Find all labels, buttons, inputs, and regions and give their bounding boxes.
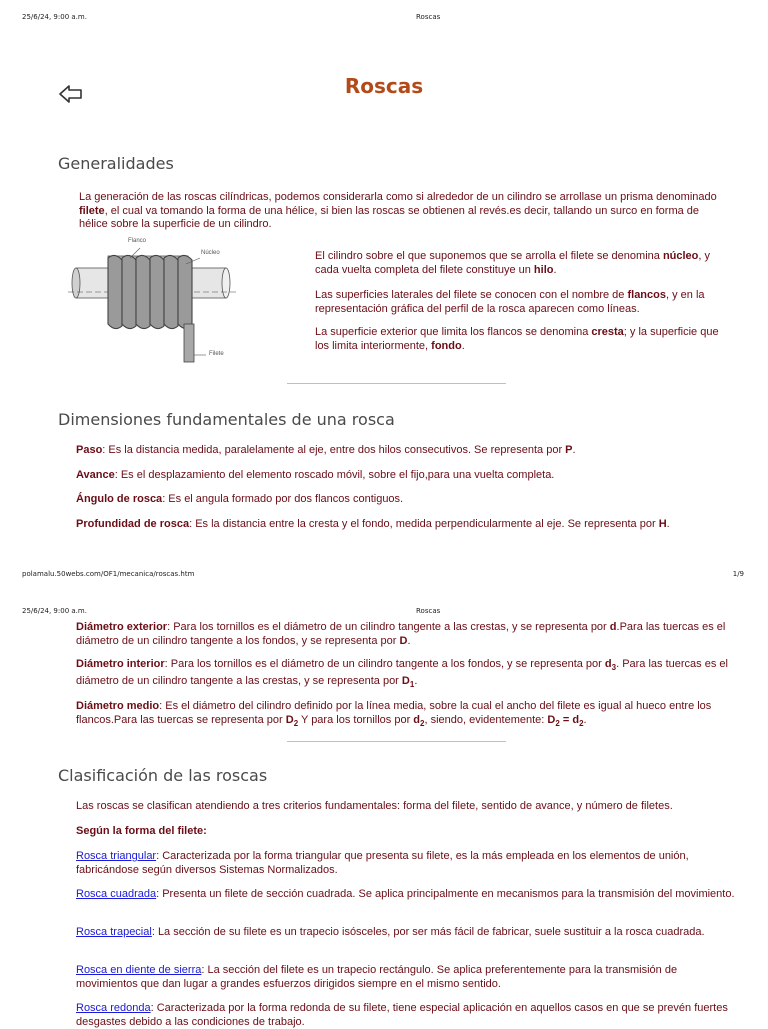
text-run: : Caracterizada por la forma triangular que presenta su filete, es la más empleada en los elementos de unión, fabricándose según diversos Sistemas Normalizados. [76,850,689,876]
text-run: . [461,339,465,352]
text-run: . [572,444,576,456]
text-run: . [583,713,587,726]
subscript: 3 [611,663,617,672]
bold-term: Avance [76,469,115,481]
text-run: . [666,518,670,530]
subscript: 2 [420,718,425,728]
bold-term: filete [79,204,105,217]
text-run: . Para las tuercas es el diámetro de un cilindro tangente a las crestas, y se representa por [76,658,728,687]
bold-term: D [399,634,408,647]
rosca-link[interactable]: Rosca redonda [76,1002,151,1014]
intro-paragraph [79,191,719,232]
text-run: La superficie exterior que limita los flancos se denomina [315,326,592,338]
bold-term: Diámetro medio [76,700,160,712]
rosca-trapecial-item [76,926,740,940]
text-run: . [553,263,557,276]
segun-forma-heading [76,825,740,839]
print-header-date: 25/6/24, 9:00 a.m. [22,607,87,615]
divider [287,383,506,384]
text-run: , el cual va tomando la forma de una hélice, si bien las roscas se obtienen al revés.es decir, tallando un surco en forma de hélice sobre la superficie de un cilindro. [79,204,700,230]
clasificacion-intro [76,800,740,814]
rosca-triangular-item [76,850,740,877]
rosca-link[interactable]: Rosca triangular [76,850,157,862]
text-run: .Para las tuercas es el diámetro de un cilindro tangente a los fondos, y se representa por [76,621,726,647]
bold-term: = d [559,713,580,726]
subscript: 2 [293,718,299,728]
page-title: Roscas [344,74,424,98]
text-run: La generación de las roscas cilíndricas, podemos considerarla como si alrededor de un cilindro se arrollase un prisma denominado [79,191,717,203]
text-run: , siendo, evidentemente: [424,713,548,726]
subscript: 2 [579,718,584,728]
diametro-medio-paragraph [76,700,740,730]
bold-term: núcleo [662,250,699,262]
fig-label-nucleo: Núcleo [201,250,220,256]
bold-term: P [565,444,573,456]
text-run: . [414,674,418,687]
text-run: : La sección de su filete es un trapecio isósceles, por ser más fácil de fabricar, suele sustituir a la rosca cuadrada. [151,926,705,938]
text-run: , y en la representación gráfica del perfil de la rosca aparecen como líneas. [315,289,705,315]
bold-term: Paso [76,444,103,456]
avance-paragraph [76,469,726,483]
bold-term: d [604,658,612,670]
bold-term: H [658,518,667,530]
text-run: : Es la distancia entre la cresta y el fondo, medida perpendicularmente al eje. Se representa por [189,518,659,530]
flancos-paragraph [315,289,735,316]
angulo-paragraph [76,493,726,507]
section-title-generalidades: Generalidades [58,154,174,173]
rosca-redonda-item [76,1002,740,1029]
thread-figure [68,238,238,366]
text-run: : Es el diámetro del cilindro definido por la línea media, sobre la cual el ancho del filete es igual al hueco entre los flancos.Para las tuercas se representa por [76,700,712,726]
section-title-clasificacion: Clasificación de las roscas [58,766,268,785]
rosca-link[interactable]: Rosca cuadrada [76,888,157,900]
print-footer-page: 1/9 [732,570,744,578]
print-header-title: Roscas [416,607,441,615]
bold-term: Según la forma del filete: [76,825,207,837]
text-run: ; y la superficie que los limita interiormente, [315,326,719,352]
bold-term: fondo [431,339,462,352]
print-footer-url: polamalu.50webs.com/OF1/mecanica/roscas.htm [22,570,195,578]
nucleo-paragraph [315,250,735,277]
diametro-exterior-paragraph [76,621,740,648]
bold-term: flancos [627,289,666,301]
print-header-title: Roscas [416,13,441,21]
subscript: 1 [409,679,415,689]
text-run: : Para los tornillos es el diámetro de un cilindro tangente a las crestas, y se representa por [167,621,610,633]
rosca-cuadrada-item [76,888,740,902]
text-run: : Caracterizada por la forma redonda de su filete, tiene especial aplicación en aquellos casos en que se prevén fuertes desgastes debido a las condiciones de trabajo. [76,1002,728,1028]
text-run: . [407,634,411,647]
text-run: El cilindro sobre el que suponemos que se arrolla el filete se denomina [315,250,663,262]
bold-term: Diámetro exterior [76,621,168,633]
bold-term: cresta [591,326,624,338]
bold-term: D [285,713,294,726]
fig-label-filete: Filete [209,351,224,357]
profundidad-paragraph [76,518,726,532]
text-run: Las superficies laterales del filete se conocen con el nombre de [315,289,628,301]
cresta-paragraph [315,326,735,353]
subscript: 2 [555,718,560,728]
bold-term: Diámetro interior [76,658,165,670]
diametro-interior-paragraph [76,658,740,691]
bold-term: Ángulo de rosca [76,493,163,505]
paso-paragraph [76,444,726,458]
text-run: : Para los tornillos es el diámetro de un cilindro tangente a los fondos, y se representa por [164,658,605,670]
bold-term: hilo [533,263,554,276]
rosca-link[interactable]: Rosca trapecial [76,926,152,938]
text-run: : Es el angula formado por dos flancos contiguos. [162,493,404,505]
bold-term: D [547,713,556,726]
text-run: Las roscas se clasifican atendiendo a tres criterios fundamentales: forma del filete, sentido de avance, y número de filetes. [76,800,673,812]
section-title-dimensiones: Dimensiones fundamentales de una rosca [58,410,395,429]
rosca-sierra-item [76,964,740,991]
text-run: : Presenta un filete de sección cuadrada. Se aplica principalmente en mecanismos para la transmisión del movimiento. [156,888,735,900]
divider [287,741,506,742]
bold-term: Profundidad de rosca [76,518,190,530]
text-run: : Es la distancia medida, paralelamente al eje, entre dos hilos consecutivos. Se representa por [102,444,566,456]
bold-term: d [609,621,617,633]
text-run: : La sección del filete es un trapecio rectángulo. Se aplica preferentemente para la transmisión de movimientos que dan lugar a grandes esfuerzos dirigidos siempre en el mismo sentido. [76,964,678,990]
print-header-date: 25/6/24, 9:00 a.m. [22,13,87,21]
rosca-link[interactable]: Rosca en diente de sierra [76,964,202,976]
bold-term: D [401,674,410,687]
text-run: : Es el desplazamiento del elemento roscado móvil, sobre el fijo,para una vuelta completa. [114,469,555,481]
text-run: , y cada vuelta completa del filete constituye un [315,250,711,276]
text-run: Y para los tornillos por [298,713,414,726]
bold-term: d [413,713,421,726]
fig-label-flanco: Flanco [128,238,147,244]
